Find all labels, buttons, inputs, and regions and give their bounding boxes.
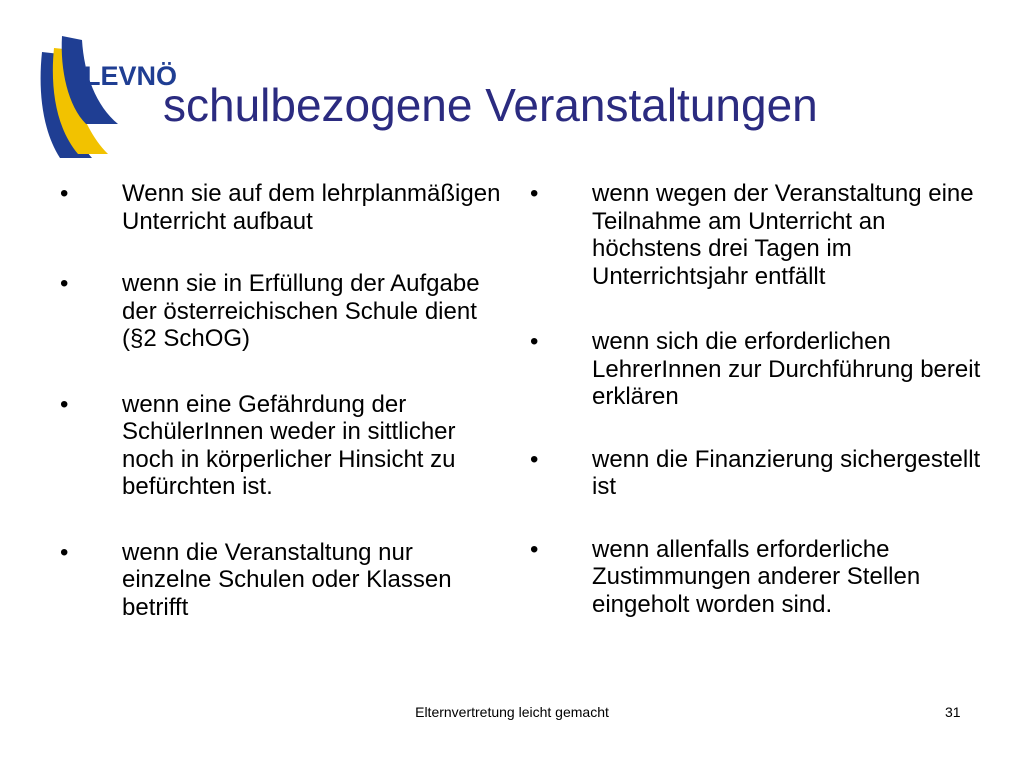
list-item-text: wenn die Veranstaltung nur einzelne Schulen oder Klassen betrifft — [122, 538, 452, 621]
list-item-text: wenn sich die erforderlichen LehrerInnen zur Durchführung bereit erklären — [592, 328, 981, 410]
list-item — [56, 539, 506, 622]
slide-title: schulbezogene Veranstaltungen — [163, 79, 818, 131]
bullet-icon: • — [60, 180, 69, 207]
bullet-icon: • — [530, 445, 539, 473]
left-bullet-list — [56, 180, 506, 621]
right-bullet-list — [526, 180, 996, 618]
list-item-text: wenn wegen der Veranstaltung eine Teilnahme am Unterricht an höchstens drei Tagen im Unterrichtsjahr entfällt — [592, 180, 974, 290]
list-item — [526, 180, 996, 290]
list-item — [526, 536, 996, 619]
list-item — [56, 270, 506, 353]
bullet-icon: • — [530, 328, 539, 355]
list-item — [56, 180, 506, 235]
list-item-text: wenn sie in Erfüllung der Aufgabe der österreichischen Schule dient (§2 SchOG) — [122, 270, 480, 352]
list-item-text: wenn eine Gefährdung der SchülerInnen weder in sittlicher noch in körperlicher Hinsicht zu befürchten ist. — [122, 390, 456, 500]
bullet-icon: • — [530, 535, 539, 563]
bullet-icon: • — [60, 390, 69, 418]
list-item-text: wenn allenfalls erforderliche Zustimmungen anderer Stellen eingeholt worden sind. — [592, 535, 921, 618]
bullet-icon: • — [530, 180, 539, 207]
list-item — [526, 328, 996, 411]
list-item-text: Wenn sie auf dem lehrplanmäßigen Unterricht aufbaut — [122, 180, 501, 235]
page-number: 31 — [945, 704, 961, 720]
list-item — [526, 446, 996, 501]
logo-text: LEVNÖ — [84, 61, 178, 91]
bullet-icon: • — [60, 538, 69, 566]
footer-text: Elternvertretung leicht gemacht — [415, 704, 609, 720]
list-item-text: wenn die Finanzierung sichergestellt ist — [592, 445, 981, 500]
bullet-icon: • — [60, 270, 69, 297]
list-item — [56, 391, 506, 501]
